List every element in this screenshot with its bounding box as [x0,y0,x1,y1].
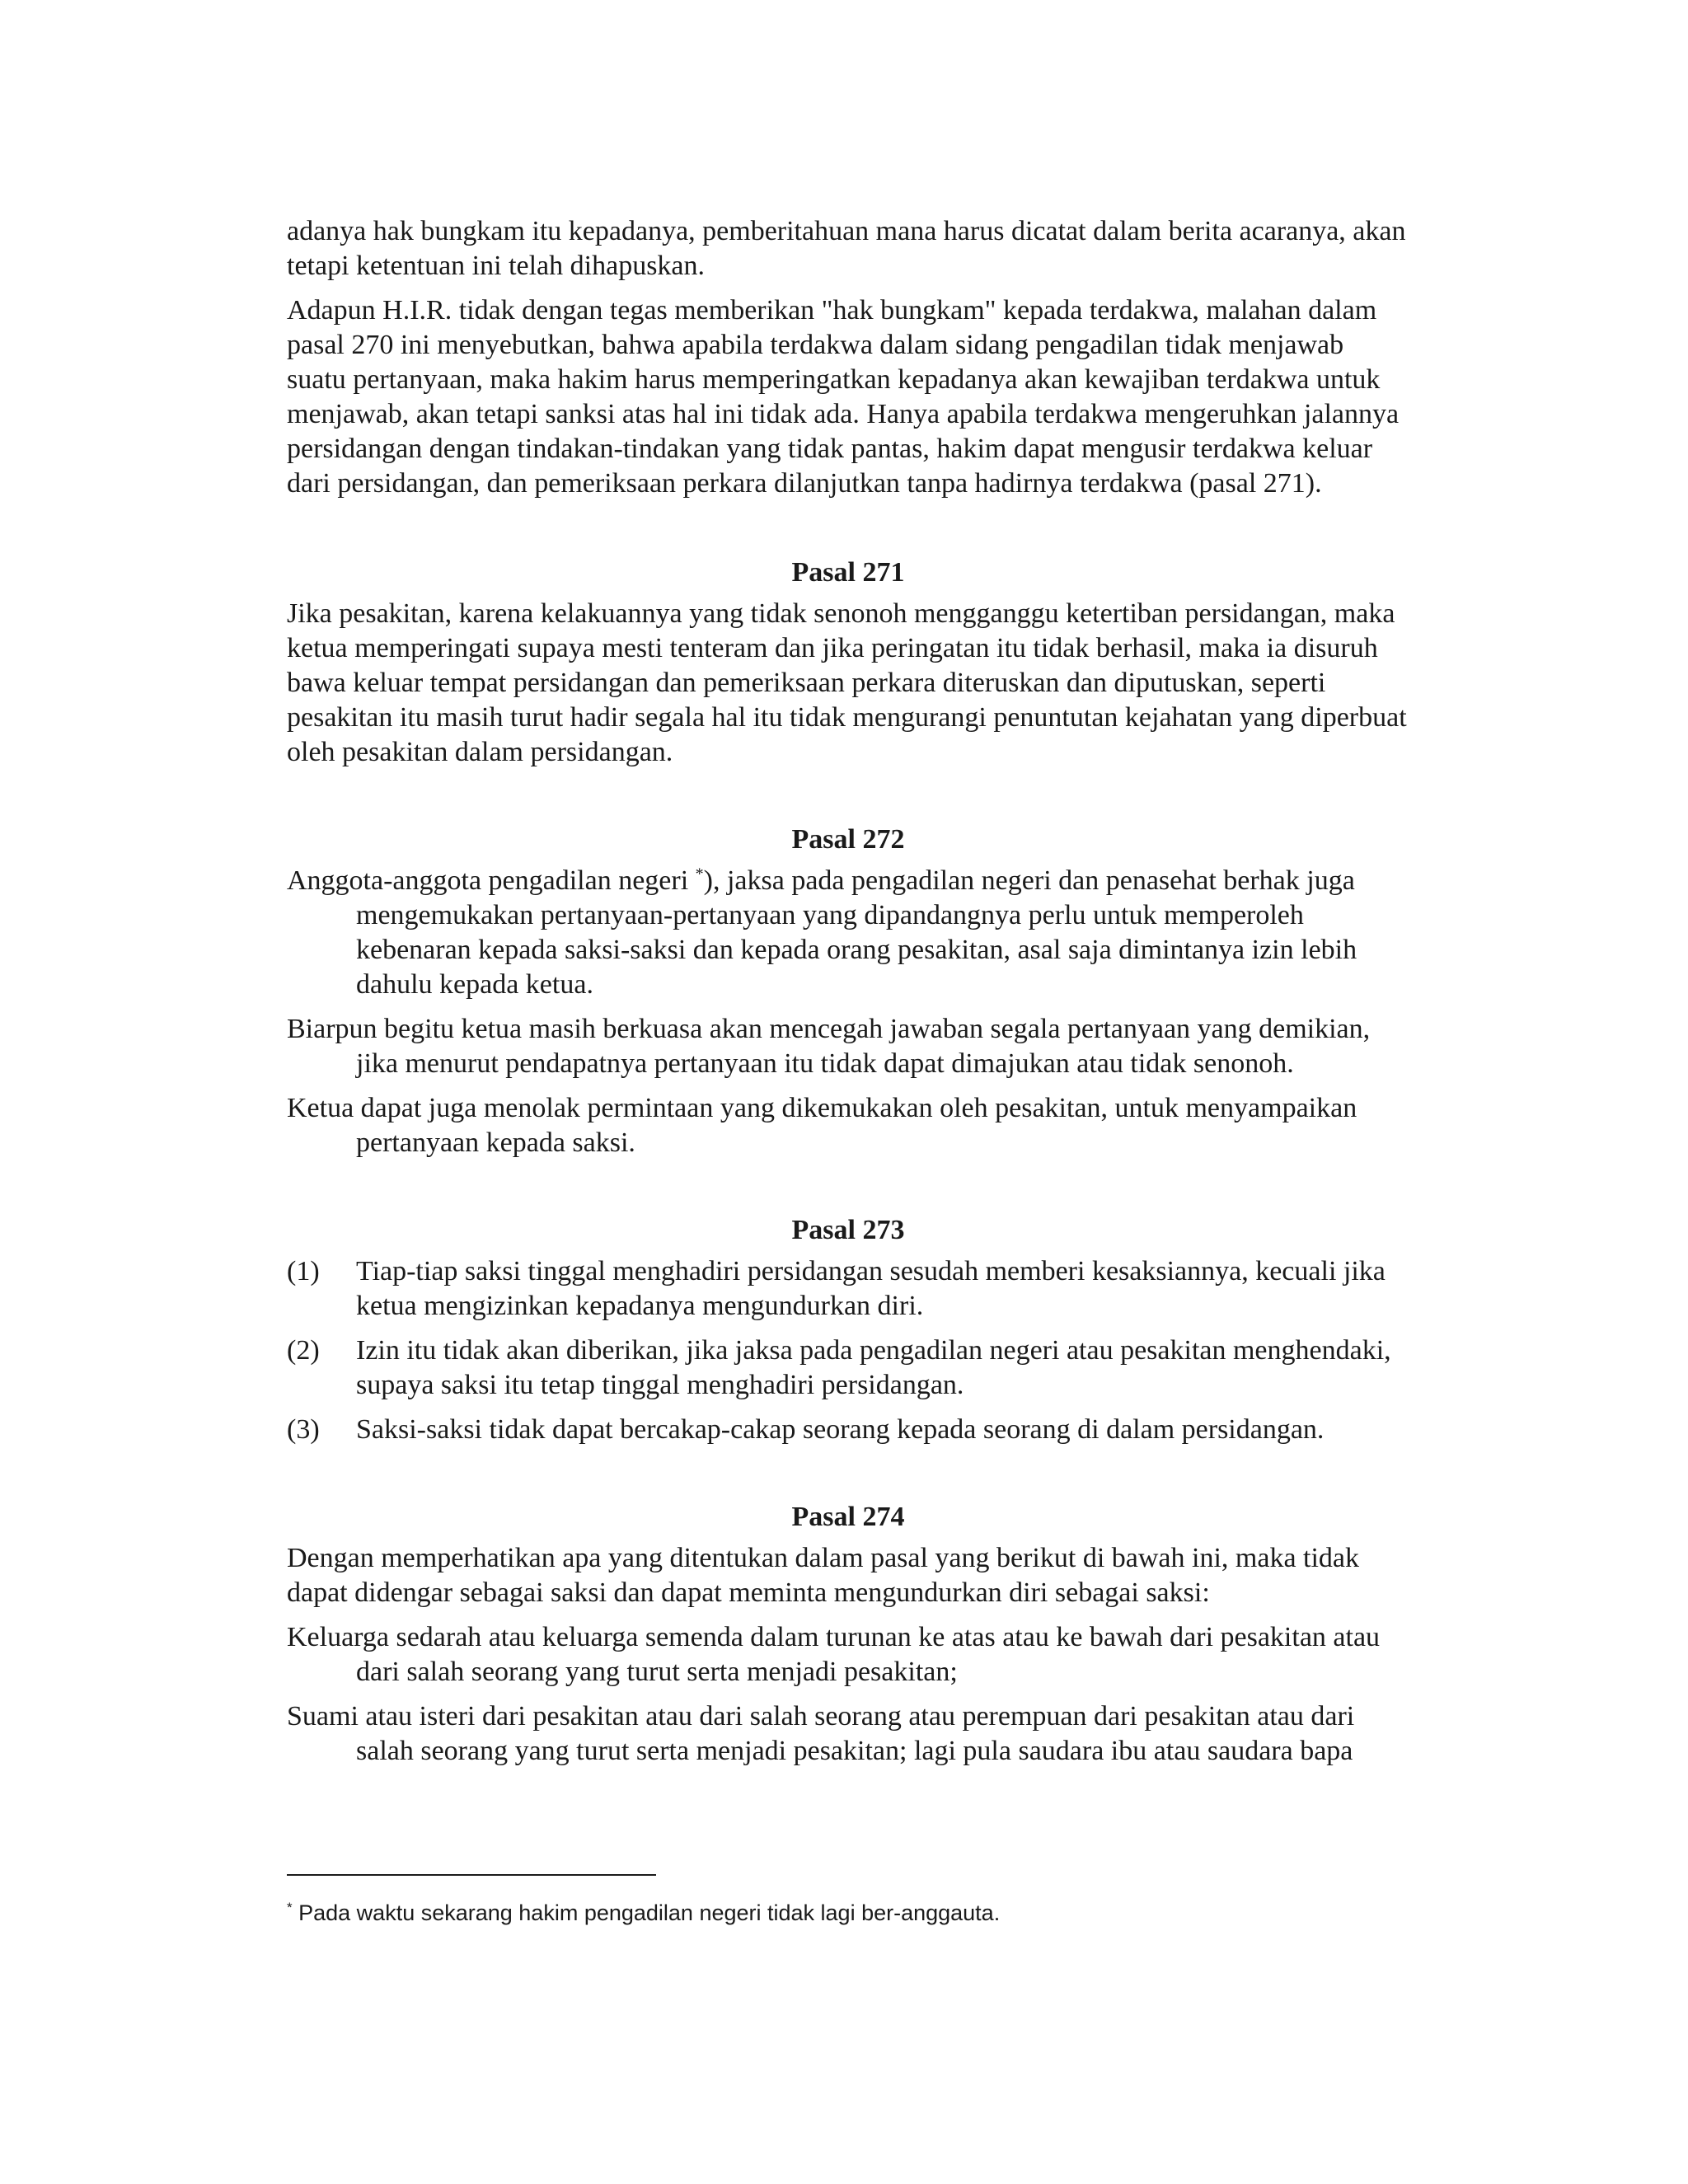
pasal-272-p1-rest: ), jaksa pada pengadilan negeri dan penasehat berhak juga mengemukakan pertanyaan-pertanyaan yang dipandangnya perlu untuk memperoleh kebenaran kepada saksi-saksi dan kepada orang pesakitan, asal saja dimintanya izin lebih dahulu kepada ketua. [356,865,1357,1000]
item-text: Saksi-saksi tidak dapat bercakap-cakap seorang kepada seorang di dalam persidangan. [356,1414,1325,1445]
pasal-271-paragraph: Jika pesakitan, karena kelakuannya yang tidak senonoh mengganggu ketertiban persidangan, maka ketua memperingati supaya mesti tenteram dan jika peringatan itu tidak berhasil, maka ia disuruh bawa keluar tempat persidangan dan pemeriksaan perkara diteruskan dan diputuskan, seperti pesakitan itu masih turut hadir segala hal itu tidak mengurangi penuntutan kejahatan yang diperbuat oleh pesakitan dalam persidangan. [287,598,1407,767]
pasal-272-paragraph-2: Biarpun begitu ketua masih berkuasa akan mencegah jawaban segala pertanyaan yang demikian, jika menurut pendapatnya pertanyaan itu tidak dapat dimajukan atau tidak senonoh. [287,1014,1371,1079]
footnote-mark: * [287,1900,293,1915]
pasal-274-paragraph-1: Dengan memperhatikan apa yang ditentukan dalam pasal yang berikut di bawah ini, maka tidak dapat didengar sebagai saksi dan dapat meminta mengundurkan diri sebagai saksi: [287,1543,1360,1608]
footnote-separator [287,1874,656,1876]
footnote-reference[interactable]: * [695,865,704,883]
pasal-273-item [287,1333,1409,1403]
pasal-274-paragraph-3: Suami atau isteri dari pesakitan atau dari salah seorang atau perempuan dari pesakitan atau dari salah seorang yang turut serta menjadi pesakitan; lagi pula saudara ibu atau saudara bapa [287,1701,1355,1766]
pasal-273-item [287,1413,1409,1447]
pasal-272-paragraph-3: Ketua dapat juga menolak permintaan yang dikemukakan oleh pesakitan, untuk menyampaikan pertanyaan kepada saksi. [287,1093,1357,1158]
pasal-272-heading: Pasal 272 [791,824,905,855]
item-number: (3) [287,1414,320,1445]
item-number: (1) [287,1256,320,1286]
pasal-273-heading: Pasal 273 [791,1215,905,1245]
intro-paragraph-1: adanya hak bungkam itu kepadanya, pemberitahuan mana harus dicatat dalam berita acaranya, akan tetapi ketentuan ini telah dihapuskan. [287,216,1406,281]
footnote-text: Pada waktu sekarang hakim pengadilan negeri tidak lagi ber-anggauta. [292,1900,1001,1925]
item-number: (2) [287,1335,320,1366]
intro-paragraph-2: Adapun H.I.R. tidak dengan tegas memberikan "hak bungkam" kepada terdakwa, malahan dalam pasal 270 ini menyebutkan, bahwa apabila terdakwa dalam sidang pengadilan tidak menjawab suatu pertanyaan, maka hakim harus memperingatkan kepadanya akan kewajiban terdakwa untuk menjawab, akan tetapi sanksi atas hal ini tidak ada. Hanya apabila terdakwa mengeruhkan jalannya persidangan dengan tindakan-tindakan yang tidak pantas, hakim dapat mengusir terdakwa keluar dari persidangan, dan pemeriksaan perkara dilanjutkan tanpa hadirnya terdakwa (pasal 271). [287,295,1400,499]
pasal-274-heading: Pasal 274 [791,1502,905,1532]
pasal-272-p1-start: Anggota-anggota pengadilan negeri [287,865,696,896]
document-page [287,214,1409,1779]
pasal-272-paragraph-1 [287,864,1409,1002]
pasal-273-item [287,1254,1409,1324]
item-text: Izin itu tidak akan diberikan, jika jaksa pada pengadilan negeri atau pesakitan menghendaki, supaya saksi itu tetap tinggal menghadiri persidangan. [356,1335,1391,1400]
footnote [287,1899,1409,1927]
pasal-271-heading: Pasal 271 [791,557,905,588]
pasal-274-paragraph-2: Keluarga sedarah atau keluarga semenda dalam turunan ke atas atau ke bawah dari pesakitan atau dari salah seorang yang turut serta menjadi pesakitan; [287,1622,1381,1687]
item-text: Tiap-tiap saksi tinggal menghadiri persidangan sesudah memberi kesaksiannya, kecuali jika ketua mengizinkan kepadanya mengundurkan diri. [356,1256,1386,1321]
